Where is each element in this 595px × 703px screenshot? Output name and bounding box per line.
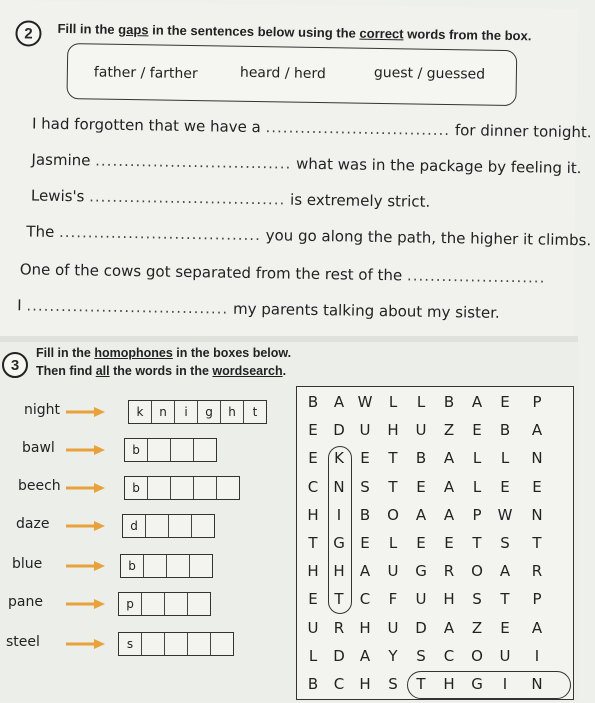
wordsearch-letter[interactable]: B xyxy=(493,421,517,439)
exercise-2-instruction xyxy=(57,21,531,43)
answer-blank[interactable]: ........................ xyxy=(407,266,546,286)
wordsearch-letter[interactable]: E xyxy=(409,478,433,496)
wordsearch-letter[interactable]: O xyxy=(465,647,489,665)
instruction-text: words from the box. xyxy=(403,26,531,43)
wordsearch-letter[interactable]: U xyxy=(353,421,377,439)
wordsearch-row xyxy=(297,393,573,421)
wordsearch-letter[interactable]: E xyxy=(353,449,377,467)
wordsearch-letter[interactable]: U xyxy=(493,647,517,665)
instruction-text: in the boxes below. xyxy=(173,346,291,360)
sentence-end: is extremely strict. xyxy=(290,191,430,211)
wordsearch-letter[interactable]: T xyxy=(381,449,405,467)
wordsearch-letter[interactable]: N xyxy=(327,478,351,496)
wordsearch-letter[interactable]: E xyxy=(465,421,489,439)
wordsearch-letter[interactable]: S xyxy=(381,675,405,693)
sentence-1 xyxy=(32,115,592,142)
wordsearch-letter[interactable]: U xyxy=(381,619,405,637)
homophone-word: steel xyxy=(6,634,40,650)
homophone-word: blue xyxy=(12,556,42,572)
answer-blank[interactable]: ................................ xyxy=(265,118,450,139)
wordsearch-letter[interactable]: H xyxy=(437,590,461,608)
letter-box[interactable] xyxy=(167,555,190,577)
wordsearch-letter[interactable]: L xyxy=(409,393,433,411)
wordsearch-letter[interactable]: E xyxy=(525,478,549,496)
wordsearch-letter[interactable]: B xyxy=(301,675,325,693)
wordsearch-letter[interactable]: L xyxy=(465,478,489,496)
letter-box[interactable] xyxy=(146,515,169,537)
wordsearch-letter[interactable]: H xyxy=(437,675,461,693)
instruction-text: in the sentences below using the xyxy=(148,22,359,40)
wordsearch-letter[interactable]: A xyxy=(327,393,351,411)
wordsearch-letter[interactable]: N xyxy=(525,675,549,693)
wordsearch-letter[interactable]: S xyxy=(353,478,377,496)
arrow-right-icon xyxy=(66,638,106,650)
found-word-ring-night xyxy=(407,671,571,699)
sentence-5 xyxy=(20,260,546,286)
wordsearch-letter[interactable]: C xyxy=(327,675,351,693)
wordsearch-letter[interactable]: G xyxy=(327,534,351,552)
arrow-right-icon xyxy=(66,406,106,418)
wordsearch-letter[interactable]: U xyxy=(409,421,433,439)
letter-box[interactable] xyxy=(165,593,188,615)
wordsearch-letter[interactable]: L xyxy=(301,647,325,665)
homophone-word: pane xyxy=(8,594,43,610)
question-number: 3 xyxy=(11,357,19,374)
answer-blank[interactable]: ................................... xyxy=(59,223,261,244)
wordsearch-letter[interactable]: W xyxy=(353,393,377,411)
wordsearch-letter[interactable]: O xyxy=(381,506,405,524)
wordsearch-letter[interactable]: T xyxy=(301,534,325,552)
wordsearch-letter[interactable]: A xyxy=(437,619,461,637)
wordsearch-row xyxy=(297,619,573,647)
instruction-keyword: wordsearch xyxy=(212,364,282,378)
wordsearch-letter[interactable]: G xyxy=(465,675,489,693)
wordsearch-letter[interactable]: E xyxy=(301,590,325,608)
wordsearch-letter[interactable]: H xyxy=(353,675,377,693)
wordsearch-letter[interactable]: E xyxy=(301,421,325,439)
wordsearch-letter[interactable]: B xyxy=(409,449,433,467)
arrow-right-icon xyxy=(66,598,106,610)
instruction-text: . xyxy=(283,364,286,378)
wordsearch-letter[interactable]: U xyxy=(409,590,433,608)
wordsearch-letter[interactable]: A xyxy=(353,562,377,580)
homophone-word: night xyxy=(24,402,60,418)
exercise-3-instruction-line-1 xyxy=(36,346,291,360)
found-word-ring-knight xyxy=(328,446,352,613)
wordsearch-letter[interactable]: R xyxy=(437,562,461,580)
wordsearch-letter[interactable]: R xyxy=(525,562,549,580)
letter-box[interactable] xyxy=(144,555,167,577)
letter-box[interactable] xyxy=(188,593,210,615)
sentence-start: I had forgotten that we have a xyxy=(32,115,261,137)
letter-box[interactable] xyxy=(142,633,165,655)
wordsearch-letter[interactable]: O xyxy=(465,562,489,580)
wordsearch-letter[interactable]: U xyxy=(301,619,325,637)
instruction-keyword: all xyxy=(96,364,110,378)
wordsearch-letter[interactable]: A xyxy=(437,506,461,524)
wordsearch-letter[interactable]: D xyxy=(327,647,351,665)
sentence-start: Jasmine xyxy=(31,151,90,170)
instruction-text: Fill in the xyxy=(36,346,94,360)
wordsearch-letter[interactable]: T xyxy=(409,675,433,693)
word-options-box xyxy=(66,43,517,106)
arrow-right-icon xyxy=(66,560,106,572)
wordsearch-letter[interactable]: S xyxy=(409,647,433,665)
letter-box[interactable] xyxy=(194,439,216,461)
sentence-start: One of the cows got separated from the rest of the xyxy=(20,260,403,284)
letter-box[interactable] xyxy=(211,633,233,655)
homophone-word: beech xyxy=(18,478,61,494)
wordsearch-letter[interactable]: E xyxy=(493,478,517,496)
wordsearch-letter[interactable]: H xyxy=(353,619,377,637)
wordsearch-letter[interactable]: Y xyxy=(381,647,405,665)
wordsearch-letter[interactable]: T xyxy=(327,590,351,608)
wordsearch-letter[interactable]: T xyxy=(381,478,405,496)
wordsearch-letter[interactable]: I xyxy=(493,675,517,693)
wordsearch-letter[interactable]: P xyxy=(525,393,549,411)
wordsearch-letter[interactable]: A xyxy=(437,449,461,467)
wordsearch-letter[interactable]: P xyxy=(525,590,549,608)
instruction-text: Fill in the xyxy=(57,21,118,37)
wordsearch-letter[interactable]: B xyxy=(301,393,325,411)
instruction-keyword: gaps xyxy=(118,22,149,37)
wordsearch-letter[interactable]: T xyxy=(525,534,549,552)
word-option: father / farther xyxy=(94,64,198,82)
wordsearch-letter[interactable]: A xyxy=(353,647,377,665)
letter-box[interactable] xyxy=(171,477,194,499)
wordsearch-letter[interactable]: C xyxy=(301,478,325,496)
wordsearch-letter[interactable]: L xyxy=(381,534,405,552)
wordsearch-letter[interactable]: Z xyxy=(437,421,461,439)
wordsearch-letter[interactable]: F xyxy=(381,590,405,608)
letter-box[interactable]: p xyxy=(119,593,142,615)
wordsearch-letter[interactable]: A xyxy=(525,619,549,637)
wordsearch-letter[interactable]: E xyxy=(493,393,517,411)
letter-box[interactable] xyxy=(142,593,165,615)
sentence-3 xyxy=(31,187,431,211)
letter-box[interactable] xyxy=(148,439,171,461)
wordsearch-row xyxy=(297,421,573,449)
wordsearch-letter[interactable]: E xyxy=(301,449,325,467)
wordsearch-letter[interactable]: D xyxy=(409,619,433,637)
exercise-2-section xyxy=(0,0,578,347)
letter-box[interactable] xyxy=(188,633,211,655)
letter-box[interactable] xyxy=(165,633,188,655)
letter-box[interactable]: s xyxy=(119,633,142,655)
wordsearch-letter[interactable]: H xyxy=(381,421,405,439)
wordsearch-letter[interactable]: E xyxy=(353,534,377,552)
letter-box[interactable] xyxy=(169,515,192,537)
wordsearch-letter[interactable]: T xyxy=(465,534,489,552)
word-option: guest / guessed xyxy=(374,65,485,83)
wordsearch-letter[interactable]: H xyxy=(301,562,325,580)
question-number: 2 xyxy=(24,25,33,42)
homophone-word: bawl xyxy=(22,440,55,456)
letter-box[interactable] xyxy=(171,439,194,461)
instruction-keyword: correct xyxy=(359,26,403,42)
letter-box[interactable]: h xyxy=(221,401,244,423)
answer-blank[interactable]: ................................... xyxy=(26,296,228,317)
answer-blank[interactable]: .................................. xyxy=(89,187,285,208)
arrow-right-icon xyxy=(66,520,106,532)
answer-boxes xyxy=(122,514,215,538)
wordsearch-letter[interactable]: T xyxy=(493,590,517,608)
wordsearch-letter[interactable]: U xyxy=(381,562,405,580)
letter-box[interactable]: b xyxy=(125,477,148,499)
letter-box[interactable] xyxy=(190,555,212,577)
instruction-text: Then find xyxy=(36,364,96,378)
answer-boxes xyxy=(124,476,240,500)
wordsearch-letter[interactable]: A xyxy=(525,421,549,439)
sentence-end: my parents talking about my sister. xyxy=(233,300,500,322)
wordsearch-letter[interactable]: I xyxy=(327,506,351,524)
answer-boxes xyxy=(128,400,267,424)
wordsearch-letter[interactable]: E xyxy=(409,534,433,552)
answer-boxes xyxy=(118,592,211,616)
answer-boxes xyxy=(118,632,234,656)
wordsearch-letter[interactable]: S xyxy=(493,534,517,552)
letter-box[interactable] xyxy=(192,515,214,537)
sentence-end: what was in the package by feeling it. xyxy=(296,155,582,177)
answer-boxes xyxy=(120,554,213,578)
wordsearch-grid xyxy=(296,386,574,700)
wordsearch-letter[interactable]: S xyxy=(465,590,489,608)
letter-box[interactable]: b xyxy=(121,555,144,577)
wordsearch-letter[interactable]: G xyxy=(409,562,433,580)
letter-box[interactable] xyxy=(194,477,217,499)
wordsearch-letter[interactable]: A xyxy=(437,478,461,496)
wordsearch-letter[interactable]: K xyxy=(327,449,351,467)
letter-box[interactable]: d xyxy=(123,515,146,537)
wordsearch-letter[interactable]: A xyxy=(493,562,517,580)
question-number-badge xyxy=(2,352,28,378)
letter-box[interactable]: i xyxy=(175,401,198,423)
instruction-keyword: homophones xyxy=(94,346,172,360)
sentence-start: I xyxy=(17,296,22,314)
wordsearch-letter[interactable]: C xyxy=(353,590,377,608)
sentence-start: The xyxy=(26,222,54,240)
wordsearch-letter[interactable]: I xyxy=(525,647,549,665)
letter-box[interactable]: g xyxy=(198,401,221,423)
answer-boxes xyxy=(124,438,217,462)
wordsearch-letter[interactable]: N xyxy=(525,449,549,467)
word-option: heard / herd xyxy=(240,65,326,82)
letter-box[interactable]: t xyxy=(244,401,266,423)
instruction-text: the words in the xyxy=(110,364,213,378)
sentence-6 xyxy=(17,296,500,322)
wordsearch-letter[interactable]: E xyxy=(437,534,461,552)
wordsearch-letter[interactable]: L xyxy=(381,393,405,411)
sentence-4 xyxy=(26,222,591,249)
sentence-start: Lewis's xyxy=(31,187,85,206)
wordsearch-letter[interactable]: B xyxy=(353,506,377,524)
wordsearch-letter[interactable]: C xyxy=(437,647,461,665)
wordsearch-letter[interactable]: Z xyxy=(465,619,489,637)
wordsearch-letter[interactable]: A xyxy=(465,393,489,411)
sentence-2 xyxy=(31,151,581,178)
wordsearch-letter[interactable]: H xyxy=(327,562,351,580)
wordsearch-letter[interactable]: L xyxy=(493,449,517,467)
exercise-3-instruction-line-2 xyxy=(36,364,286,378)
letter-box[interactable] xyxy=(217,477,239,499)
letter-box[interactable] xyxy=(148,477,171,499)
letter-box[interactable]: n xyxy=(152,401,175,423)
wordsearch-letter[interactable]: R xyxy=(327,619,351,637)
homophone-word: daze xyxy=(16,516,49,532)
sentence-end: for dinner tonight. xyxy=(455,121,592,141)
wordsearch-letter[interactable]: P xyxy=(465,506,489,524)
wordsearch-letter[interactable]: N xyxy=(525,506,549,524)
wordsearch-letter[interactable]: A xyxy=(409,506,433,524)
wordsearch-letter[interactable]: D xyxy=(327,421,351,439)
wordsearch-letter[interactable]: H xyxy=(301,506,325,524)
wordsearch-letter[interactable]: E xyxy=(493,619,517,637)
arrow-right-icon xyxy=(66,482,106,494)
exercise-3-section xyxy=(0,342,578,702)
wordsearch-letter[interactable]: W xyxy=(493,506,517,524)
letter-box[interactable]: b xyxy=(125,439,148,461)
sentence-end: you go along the path, the higher it climbs. xyxy=(266,226,592,249)
answer-blank[interactable]: .................................. xyxy=(95,152,291,173)
letter-box[interactable]: k xyxy=(129,401,152,423)
arrow-right-icon xyxy=(66,444,106,456)
wordsearch-letter[interactable]: B xyxy=(437,393,461,411)
wordsearch-letter[interactable]: L xyxy=(465,449,489,467)
question-number-badge xyxy=(15,20,41,46)
